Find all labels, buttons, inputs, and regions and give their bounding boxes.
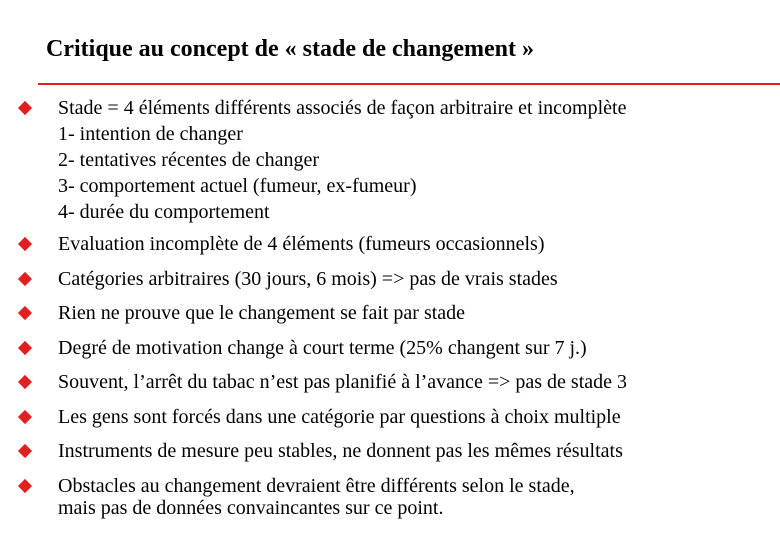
bullet-text: Rien ne prouve que le changement se fait par stade xyxy=(58,302,466,324)
bullet-item xyxy=(20,434,780,469)
title-underline xyxy=(38,83,780,85)
bullet-item xyxy=(20,95,780,121)
bullet-item xyxy=(20,331,780,366)
bullet-continuation xyxy=(20,495,780,521)
sub-item xyxy=(20,173,780,199)
bullet-text: Degré de motivation change à court terme (25% changent sur 7 j.) xyxy=(58,336,587,359)
diamond-bullet-icon xyxy=(18,272,32,286)
bullet-item xyxy=(20,400,780,435)
bullet-text: Les gens sont forcés dans une catégorie par questions à choix multiple xyxy=(58,405,621,428)
bullet-text: Instruments de mesure peu stables, ne donnent pas les mêmes résultats xyxy=(58,440,623,462)
diamond-bullet-icon xyxy=(18,306,32,320)
diamond-bullet-icon xyxy=(18,410,32,424)
bullet-item xyxy=(20,262,780,297)
diamond-bullet-icon xyxy=(18,341,32,355)
bullet-list xyxy=(20,93,780,521)
sub-item-text: 2- tentatives récentes de changer xyxy=(58,149,319,171)
slide-title: Critique au concept de « stade de changement » xyxy=(46,36,534,62)
bullet-item xyxy=(20,365,780,400)
sub-item-text: 3- comportement actuel (fumeur, ex-fumeur) xyxy=(58,175,417,197)
bullet-text: Evaluation incomplète de 4 éléments (fumeurs occasionnels) xyxy=(58,233,545,255)
diamond-bullet-icon xyxy=(18,101,32,115)
bullet-continuation-text: mais pas de données convaincantes sur ce point. xyxy=(58,497,444,519)
diamond-bullet-icon xyxy=(18,237,32,251)
sub-item xyxy=(20,121,780,147)
sub-item-text: 1- intention de changer xyxy=(58,123,243,145)
bullet-item xyxy=(20,296,780,331)
diamond-bullet-icon xyxy=(18,444,32,458)
sub-item xyxy=(20,147,780,173)
bullet-text: Stade = 4 éléments différents associés de façon arbitraire et incomplète xyxy=(58,97,627,119)
diamond-bullet-icon xyxy=(18,479,32,493)
bullet-text: Obstacles au changement devraient être différents selon le stade, xyxy=(58,474,575,497)
sub-item xyxy=(20,199,780,225)
sub-item-text: 4- durée du comportement xyxy=(58,201,270,223)
bullet-item xyxy=(20,227,780,262)
bullet-text: Souvent, l’arrêt du tabac n’est pas planifié à l’avance => pas de stade 3 xyxy=(58,371,628,393)
bullet-text: Catégories arbitraires (30 jours, 6 mois) => pas de vrais stades xyxy=(58,267,558,290)
diamond-bullet-icon xyxy=(18,375,32,389)
